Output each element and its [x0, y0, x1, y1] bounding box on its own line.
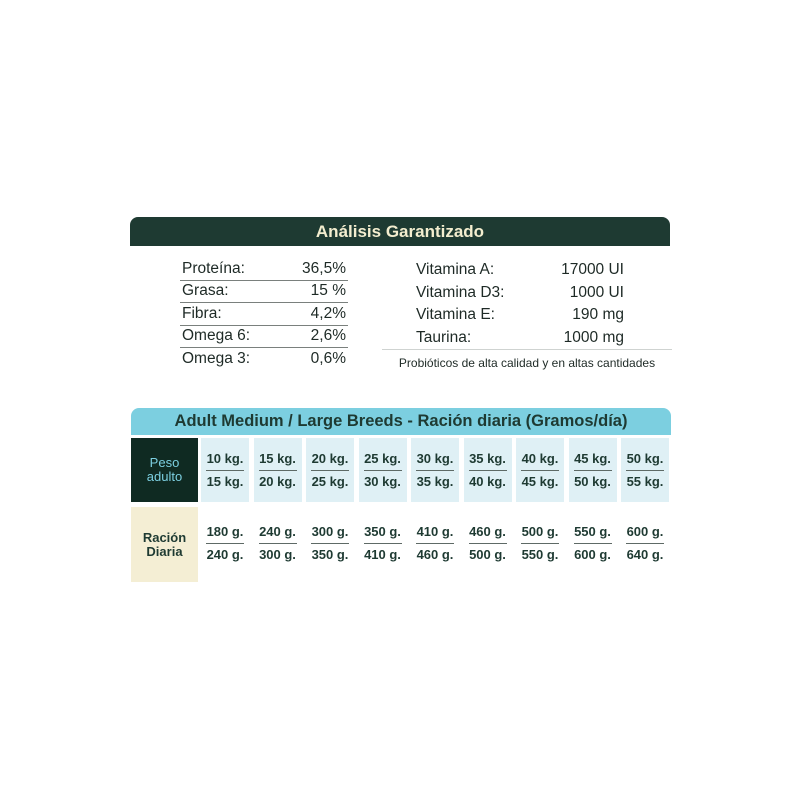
weight-to: 55 kg.: [626, 473, 664, 489]
weight-cell: [621, 438, 669, 502]
vitamin-value: 1000 UI: [569, 283, 624, 301]
ration-to: 550 g.: [521, 546, 559, 562]
ration-from: 600 g.: [626, 523, 664, 539]
nutrient-value: 15 %: [310, 282, 346, 300]
ration-to: 500 g.: [469, 546, 506, 562]
weight-from: 15 kg.: [259, 450, 296, 466]
weight-from: 30 kg.: [416, 450, 454, 466]
ration-from: 410 g.: [416, 523, 454, 539]
ration-cell: [201, 518, 249, 568]
weight-from: 35 kg.: [469, 450, 506, 466]
ration-cell: [411, 518, 459, 568]
ration-cell: [254, 518, 302, 568]
nutrient-row-omega6: [180, 326, 348, 349]
weight-cell: [569, 438, 617, 502]
vitamin-name: Vitamina E:: [416, 306, 495, 324]
weight-to: 30 kg.: [364, 473, 401, 489]
vitamin-value: 17000 UI: [561, 261, 624, 279]
ration-cell: [516, 518, 564, 568]
ration-row-label: Ración Diaria: [131, 507, 198, 582]
nutrient-name: Proteína:: [182, 259, 245, 277]
nutrient-name: Grasa:: [182, 282, 229, 300]
weight-cell: [306, 438, 354, 502]
ration-table-header: [131, 408, 671, 435]
ration-from: 460 g.: [469, 523, 506, 539]
weight-cell: [411, 438, 459, 502]
ration-from: 180 g.: [206, 523, 244, 539]
nutrient-value: 36,5%: [302, 259, 346, 277]
nutrient-row-protein: [180, 258, 348, 281]
nutrient-row-fat: [180, 281, 348, 304]
ration-cell: [569, 518, 617, 568]
ration-to: 600 g.: [574, 546, 611, 562]
ration-to: 640 g.: [626, 546, 664, 562]
ration-to: 240 g.: [206, 546, 244, 562]
vitamin-list: [416, 259, 624, 349]
divider: [382, 349, 672, 350]
vitamin-value: 190 mg: [572, 306, 624, 324]
nutrient-name: Fibra:: [182, 304, 222, 322]
weight-to: 40 kg.: [469, 473, 506, 489]
weight-from: 20 kg.: [311, 450, 349, 466]
nutrient-value: 0,6%: [310, 349, 346, 367]
weight-row-label: Peso adulto: [131, 438, 198, 502]
ration-from: 550 g.: [574, 523, 611, 539]
ration-cell: [464, 518, 512, 568]
weight-to: 20 kg.: [259, 473, 296, 489]
ration-row: [201, 518, 671, 568]
ration-from: 500 g.: [521, 523, 559, 539]
ration-to: 460 g.: [416, 546, 454, 562]
nutrient-value: 4,2%: [310, 304, 346, 322]
weight-to: 15 kg.: [206, 473, 244, 489]
ration-table-title: Adult Medium / Large Breeds - Ración diaria (Gramos/día): [174, 412, 628, 430]
vitamin-row-d3: [416, 282, 624, 305]
vitamin-value: 1000 mg: [563, 328, 624, 346]
ration-to: 300 g.: [259, 546, 296, 562]
nutrient-row-fiber: [180, 303, 348, 326]
nutrient-name: Omega 6:: [182, 327, 251, 345]
weight-from: 25 kg.: [364, 450, 401, 466]
ration-cell: [306, 518, 354, 568]
weight-cell: [464, 438, 512, 502]
weight-from: 50 kg.: [626, 450, 664, 466]
weight-to: 35 kg.: [416, 473, 454, 489]
vitamin-row-taurine: [416, 327, 624, 350]
nutrient-name: Omega 3:: [182, 349, 251, 367]
ration-to: 350 g.: [311, 546, 349, 562]
vitamin-row-e: [416, 304, 624, 327]
ration-cell: [621, 518, 669, 568]
weight-from: 40 kg.: [521, 450, 559, 466]
nutrient-list: [180, 258, 348, 370]
nutrient-value: 2,6%: [310, 327, 346, 345]
weight-cell: [359, 438, 407, 502]
ration-from: 350 g.: [364, 523, 401, 539]
weight-from: 10 kg.: [206, 450, 244, 466]
vitamin-row-a: [416, 259, 624, 282]
weight-from: 45 kg.: [574, 450, 611, 466]
analysis-header: [130, 217, 670, 246]
ration-from: 240 g.: [259, 523, 296, 539]
ration-from: 300 g.: [311, 523, 349, 539]
analysis-title: Análisis Garantizado: [315, 221, 485, 241]
vitamin-name: Vitamina A:: [416, 261, 495, 279]
weight-row: [201, 438, 671, 502]
weight-cell: [254, 438, 302, 502]
ration-cell: [359, 518, 407, 568]
weight-to: 50 kg.: [574, 473, 611, 489]
nutrient-row-omega3: [180, 348, 348, 370]
weight-cell: [201, 438, 249, 502]
weight-cell: [516, 438, 564, 502]
probiotics-note: Probióticos de alta calidad y en altas cantidades: [398, 356, 656, 370]
weight-to: 25 kg.: [311, 473, 349, 489]
ration-to: 410 g.: [364, 546, 401, 562]
weight-to: 45 kg.: [521, 473, 559, 489]
vitamin-name: Taurina:: [416, 328, 472, 346]
vitamin-name: Vitamina D3:: [416, 283, 505, 301]
